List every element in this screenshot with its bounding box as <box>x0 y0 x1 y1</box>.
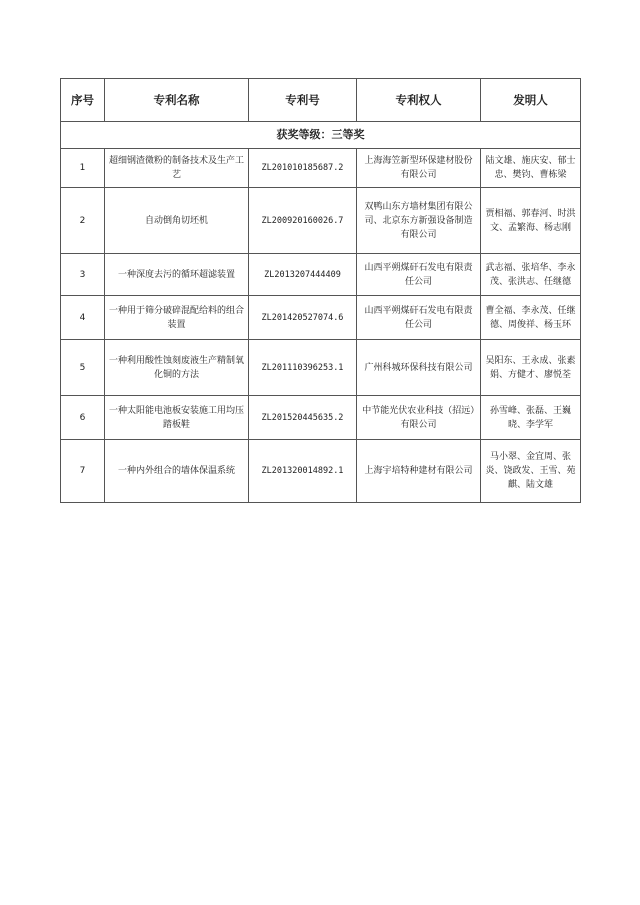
row-patent-number: ZL201320014892.1 <box>249 440 357 503</box>
row-patent-owner: 上海宇培特种建材有限公司 <box>357 440 481 503</box>
row-patent-owner: 山西平朔煤矸石发电有限责任公司 <box>357 254 481 296</box>
table-row <box>61 149 581 188</box>
award-level-title: 获奖等级：三等奖 <box>61 122 581 149</box>
row-patent-number: ZL201420527074.6 <box>249 296 357 340</box>
row-patent-name: 自动倒角切坯机 <box>105 188 249 254</box>
row-patent-name: 一种利用酸性蚀刻废液生产精制氧化铜的方法 <box>105 340 249 396</box>
patent-award-table <box>60 78 581 503</box>
row-inventors: 马小翠、金宜周、张炎、饶政发、王雪、苑麒、陆文雄 <box>481 440 581 503</box>
header-patent-name: 专利名称 <box>105 79 249 122</box>
row-patent-name: 一种太阳能电池板安装施工用均压踏板鞋 <box>105 396 249 440</box>
table-row <box>61 188 581 254</box>
row-patent-name: 超细钢渣微粉的制备技术及生产工艺 <box>105 149 249 188</box>
row-inventors: 陆文雄、施庆安、郁士忠、樊钧、曹栋梁 <box>481 149 581 188</box>
row-serial: 3 <box>61 254 105 296</box>
row-patent-owner: 上海海笠新型环保建材股份有限公司 <box>357 149 481 188</box>
row-serial: 5 <box>61 340 105 396</box>
row-patent-owner: 山西平朔煤矸石发电有限责任公司 <box>357 296 481 340</box>
header-inventors: 发明人 <box>481 79 581 122</box>
row-inventors: 贾相福、郭春河、时洪文、孟繁海、杨志刚 <box>481 188 581 254</box>
row-patent-name: 一种内外组合的墙体保温系统 <box>105 440 249 503</box>
row-patent-number: ZL201110396253.1 <box>249 340 357 396</box>
header-patent-owner: 专利权人 <box>357 79 481 122</box>
table-row <box>61 254 581 296</box>
row-serial: 2 <box>61 188 105 254</box>
row-inventors: 吴阳东、王永成、张素娟、方健才、廖悦荃 <box>481 340 581 396</box>
row-serial: 4 <box>61 296 105 340</box>
row-patent-number: ZL200920160026.7 <box>249 188 357 254</box>
table-row <box>61 396 581 440</box>
row-inventors: 曹全福、李永茂、任继德、周俊祥、杨玉环 <box>481 296 581 340</box>
row-patent-number: ZL201520445635.2 <box>249 396 357 440</box>
table-header-row <box>61 79 581 122</box>
row-patent-owner: 广州科城环保科技有限公司 <box>357 340 481 396</box>
table-row <box>61 340 581 396</box>
row-patent-owner: 双鸭山东方墙材集团有限公司、北京东方新强设备制造有限公司 <box>357 188 481 254</box>
row-patent-owner: 中节能光伏农业科技（招远）有限公司 <box>357 396 481 440</box>
header-patent-number: 专利号 <box>249 79 357 122</box>
header-serial: 序号 <box>61 79 105 122</box>
row-patent-name: 一种用于筛分破碎混配给料的组合装置 <box>105 296 249 340</box>
table-row <box>61 296 581 340</box>
row-serial: 7 <box>61 440 105 503</box>
row-inventors: 孙雪峰、张磊、王巍晓、李学军 <box>481 396 581 440</box>
row-inventors: 武志福、张培华、李永茂、张洪志、任继德 <box>481 254 581 296</box>
row-patent-name: 一种深度去污的循环超滤装置 <box>105 254 249 296</box>
row-patent-number: ZL2013207444409 <box>249 254 357 296</box>
row-patent-number: ZL201010185687.2 <box>249 149 357 188</box>
table-row <box>61 440 581 503</box>
award-level-row <box>61 122 581 149</box>
row-serial: 6 <box>61 396 105 440</box>
row-serial: 1 <box>61 149 105 188</box>
